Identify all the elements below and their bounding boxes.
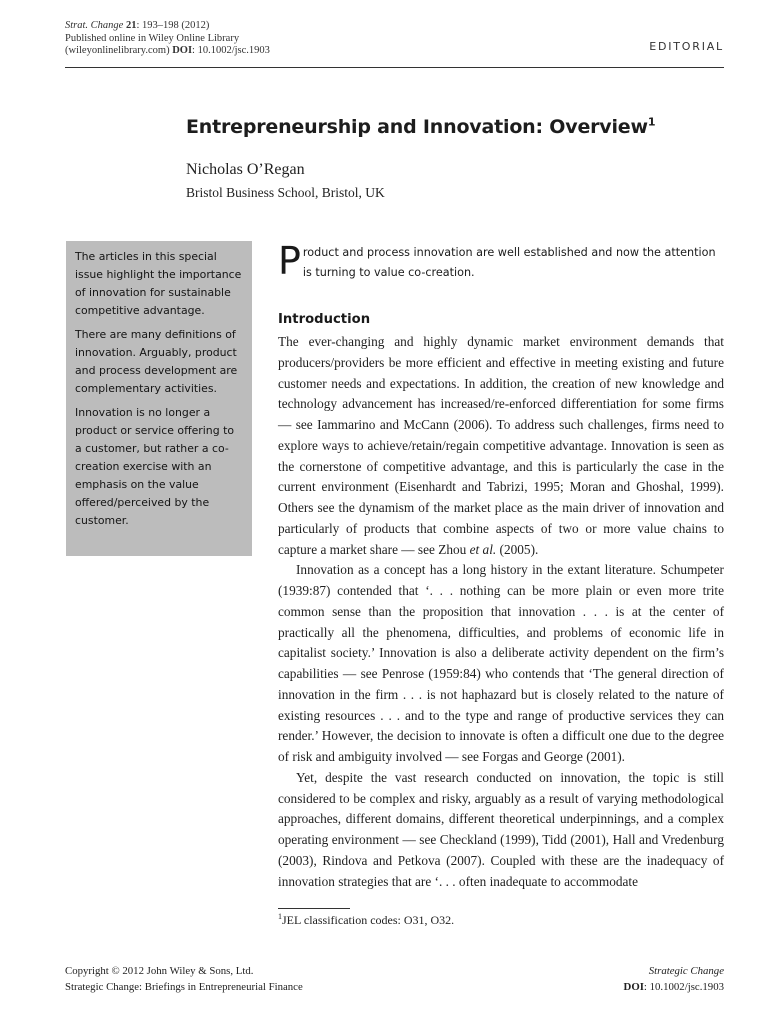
paragraph: Yet, despite the vast research conducted on innovation, the topic is still considered to be complex and risky, arguably as a result of varying methodological approaches, different domains, different theoretical underpinnings, and a complex operating environment — see Checkland (1999), Tidd (2001), Hall and Vredenburg (2003), Rindova and Petkova (2007). Coupled with these are the inadequacy of innovation strategies that are ‘. . . often inadequate to accommodate [278, 769, 724, 889]
footer-doi: DOI: 10.1002/jsc.1903 [623, 980, 724, 993]
site-link[interactable]: (wileyonlinelibrary.com) [65, 45, 170, 56]
footer-journal: Strategic Change [648, 965, 724, 977]
footnote [278, 912, 454, 928]
paragraph: The ever-changing and highly dynamic market environment demands that producers/providers be more efficient and effective in meeting existing and future customer needs and expectations. In addition, the creation of new knowledge and technology advancement has increased/re-enforced differentiation for some firms — see Iammarino and McCann (2006). To address such challenges, firms need to explore ways to achieve/retain/regain competitive advantage. Innovation is seen as the cornerstone of competitive advantage, and this is particularly the case in the current environment (Eisenhardt and Tabrizi, 1995; Moran and Ghoshal, 1999). Others see the dynamism of the market place as the main driver of innovation and particularly of products that combine aspects of two or more value chains to capture a market share — see Zhou et al. (2005). [278, 334, 724, 557]
article-title [186, 116, 655, 138]
series-name: Strategic Change: Briefings in Entrepreneurial Finance [65, 980, 303, 993]
copyright: Copyright © 2012 John Wiley & Sons, Ltd. [65, 965, 254, 977]
key-points-box [66, 241, 252, 556]
doi-value[interactable]: : 10.1002/jsc.1903 [192, 45, 270, 56]
body-text [278, 332, 724, 892]
key-point: The articles in this special issue highlight the importance of innovation for sustainable competitive advantage. [75, 250, 242, 317]
author-name: Nicholas O’Regan [186, 161, 305, 178]
footer-left [65, 964, 303, 995]
doi-line [65, 45, 270, 58]
header-divider [65, 67, 724, 68]
citation-line [65, 20, 270, 33]
journal-citation [65, 20, 270, 58]
lead-text: roduct and process innovation are well established and now the attention is turning to value co-creation. [302, 246, 716, 279]
footnote-text: JEL classification codes: O31, O32. [282, 913, 455, 927]
key-point: There are many definitions of innovation. Arguably, product and process development are complementary activities. [75, 328, 238, 395]
title-footnote-mark[interactable]: 1 [647, 115, 656, 129]
footer-right [624, 964, 724, 995]
key-point: Innovation is no longer a product or service offering to a customer, but rather a co-creation exercise with an emphasis on the value offered/perceived by the customer. [75, 406, 235, 527]
footnote-divider [278, 908, 350, 909]
doi-label: DOI [172, 45, 193, 56]
journal-abbrev: Strat. Change [65, 20, 124, 31]
lead-paragraph [278, 239, 724, 283]
section-label: EDITORIAL [649, 40, 724, 53]
title-text: Entrepreneurship and Innovation: Overview [186, 116, 648, 138]
volume: 21 [125, 20, 137, 31]
drop-cap: P [278, 239, 301, 283]
pages: : 193–198 (2012) [136, 20, 210, 31]
paragraph: Innovation as a concept has a long history in the extant literature. Schumpeter (1939:87) contended that ‘. . . nothing can be more plain or even more trite common sense than the proposition that innovation . . . is at the center of practically all the phenomena, difficulties, and problems of economic life in capitalist society.’ Innovation is also a deliberate activity dependent on the firm’s capabilities — see Penrose (1959:84) who contends that ‘The general direction of innovation in the firm . . . is not haphazard but is closely related to the nature of existing resources . . . and to the type and range of productive services they can render.’ However, the decision to innovate is often a difficult one due to the degree of risk and ambiguity involved — see Forgas and George (2001). [278, 562, 724, 764]
section-heading-introduction: Introduction [278, 312, 371, 327]
footnote-mark: 1 [278, 912, 282, 921]
published-line: Published online in Wiley Online Library [65, 32, 240, 44]
author-affiliation: Bristol Business School, Bristol, UK [186, 185, 385, 200]
